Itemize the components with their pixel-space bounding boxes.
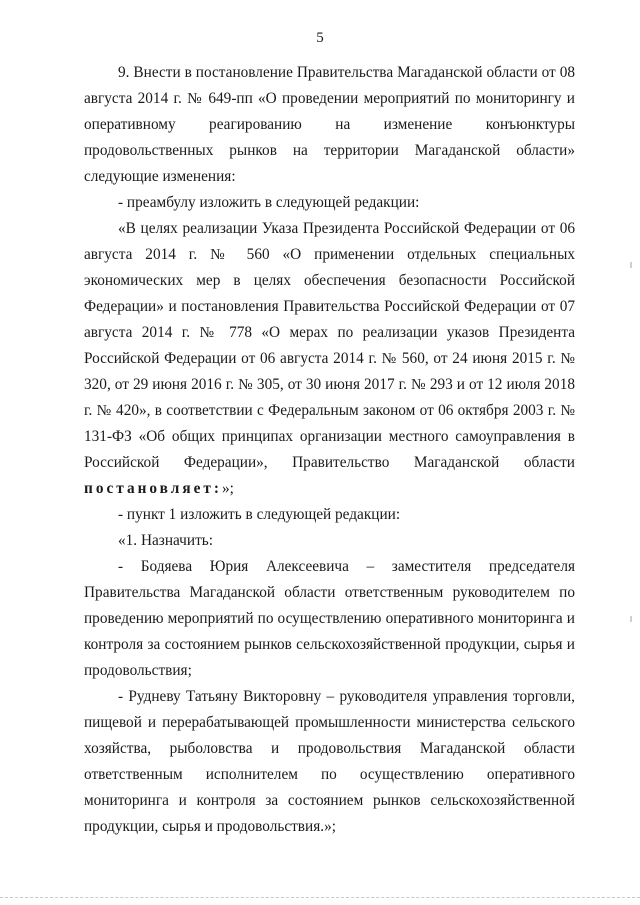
paragraph-preamble-text (84, 216, 575, 502)
scan-edge-mark (630, 616, 632, 622)
paragraph-appoint: «1. Назначить: (118, 532, 213, 549)
preamble-closing: »; (222, 480, 234, 497)
scan-edge-mark (630, 262, 632, 268)
preamble-text: «В целях реализации Указа Президента Российской Федерации от 06 августа 2014 г. № 560 «О применении отдельных специальных экономических мер в целях обеспечения безопасности Российской Федерации» и постановления Правительства Российской Федерации от 07 августа 2014 г. № 778 «О мерах по реализации указов Президента Российской Федерации от 06 августа 2014 г. № 560, от 24 июня 2015 г. № 320, от 29 июня 2016 г. № 305, от 30 июня 2017 г. № 293 и от 12 июля 2018 г. № 420», в соответствии с Федеральным законом от 06 октября 2003 г. № 131-ФЗ «Об общих принципах организации местного самоуправления в Российской Федерации», Правительство Магаданской области (84, 220, 575, 471)
scan-bottom-edge (0, 897, 640, 898)
document-body (84, 60, 575, 840)
page-number: 5 (316, 30, 324, 46)
resolves-word: постановляет: (84, 480, 222, 497)
paragraph-preamble-instruction: - преамбулу изложить в следующей редакции: (118, 194, 420, 211)
paragraph-rudneva: - Рудневу Татьяну Викторовну – руководителя управления торговли, пищевой и перерабатывающей промышленности министерства сельского хозяйства, рыболовства и продовольствия Магаданской области ответственным исполнителем по осуществлению оперативного мониторинга и контроля за состоянием рынков сельскохозяйственной продукции, сырья и продовольствия.»; (84, 688, 575, 835)
paragraph-point1-instruction: - пункт 1 изложить в следующей редакции: (118, 506, 401, 523)
paragraph-item-9: 9. Внести в постановление Правительства Магаданской области от 08 августа 2014 г. № 649-пп «О проведении мероприятий по мониторингу и оперативному реагированию на изменение конъюнктуры продовольственных рынков на территории Магаданской области» следующие изменения: (84, 64, 575, 185)
paragraph-bodyaev: - Бодяева Юрия Алексеевича – заместителя председателя Правительства Магаданской области ответственным руководителем по проведению мероприятий по осуществлению оперативного мониторинга и контроля за состоянием рынков сельскохозяйственной продукции, сырья и продовольствия; (84, 558, 575, 679)
